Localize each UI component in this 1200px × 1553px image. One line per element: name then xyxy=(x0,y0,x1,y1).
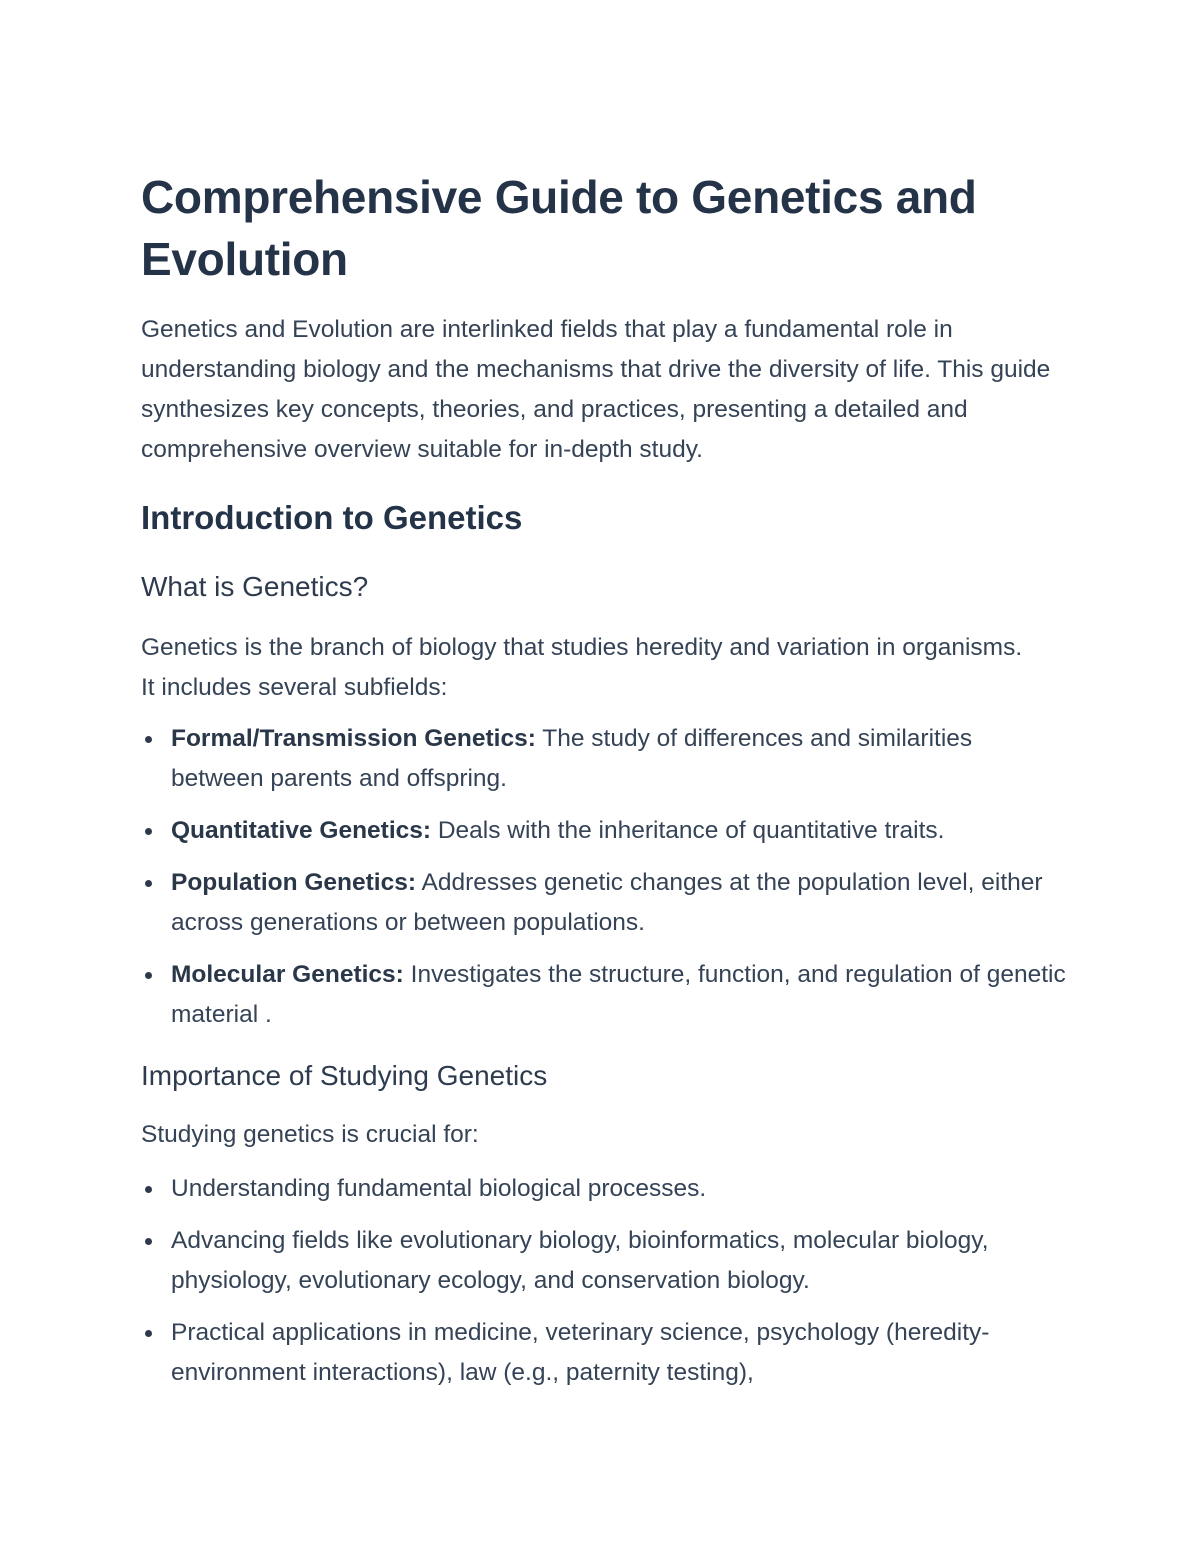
list-item xyxy=(141,955,1066,1035)
bullet-icon xyxy=(145,828,152,835)
bullet-icon xyxy=(145,736,152,743)
section-heading-introduction: Introduction to Genetics xyxy=(141,499,523,536)
subheading-what-is-genetics: What is Genetics? xyxy=(141,571,369,602)
list-item xyxy=(141,1221,1066,1301)
bullet-icon xyxy=(145,1238,152,1245)
importance-list xyxy=(141,1169,1066,1405)
subfield-description: The study of differences and similarities between parents and offspring. xyxy=(171,725,973,792)
importance-item-text: Practical applications in medicine, veterinary science, psychology (heredity-environment interactions), law (e.g., paternity testing), xyxy=(171,1319,990,1386)
bullet-icon xyxy=(145,972,152,979)
list-item xyxy=(141,811,1066,851)
intro-paragraph: Genetics and Evolution are interlinked fields that play a fundamental role in understanding biology and the mechanisms that drive the diversity of life. This guide synthesizes key concepts, theories, and practices, presenting a detailed and comprehensive overview suitable for in-depth study. xyxy=(141,316,1051,463)
subheading-importance: Importance of Studying Genetics xyxy=(141,1060,548,1091)
subfields-list xyxy=(141,719,1066,1047)
subfield-description: Deals with the inheritance of quantitative traits. xyxy=(431,817,945,844)
bullet-icon xyxy=(145,1186,152,1193)
subfield-term: Formal/Transmission Genetics: xyxy=(171,725,536,752)
list-item xyxy=(141,719,1066,799)
subfield-term: Population Genetics: xyxy=(171,869,417,896)
genetics-definition-paragraph: Genetics is the branch of biology that studies heredity and variation in organisms. It includes several subfields: xyxy=(141,634,1023,701)
importance-item-text: Understanding fundamental biological processes. xyxy=(171,1175,707,1202)
subfield-description: Addresses genetic changes at the population level, either across generations or between populations. xyxy=(171,869,1043,936)
bullet-icon xyxy=(145,1330,152,1337)
importance-intro-paragraph: Studying genetics is crucial for: xyxy=(141,1121,479,1148)
subfield-description: Investigates the structure, function, and regulation of genetic material . xyxy=(171,961,1066,1028)
list-item xyxy=(141,863,1066,943)
subfield-term: Molecular Genetics: xyxy=(171,961,404,988)
document-title: Comprehensive Guide to Genetics and Evolution xyxy=(141,171,977,285)
subfield-term: Quantitative Genetics: xyxy=(171,817,432,844)
list-item xyxy=(141,1313,1066,1393)
importance-item-text: Advancing fields like evolutionary biology, bioinformatics, molecular biology, physiology, evolutionary ecology, and conservation biology. xyxy=(171,1227,989,1294)
bullet-icon xyxy=(145,880,152,887)
list-item xyxy=(141,1169,1066,1209)
